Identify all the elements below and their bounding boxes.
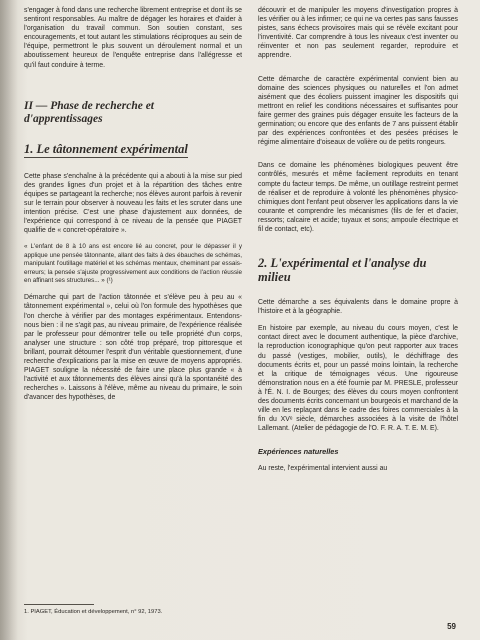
paragraph-biologie: Dans ce domaine les phénomènes biologiques peuvent être contrôlés, mesurés et même facilement reproduits en tenant compte du facteur temps. De même, un outillage restreint permet de réaliser et de reproduire à volonté les phénomènes physico-chimiques dont l'enfant peut observer les applications dans la vie courante et comprendre les mécanismes (fils de fer et d'acier, ressorts; calcaire et acide; tuyaux et sons; ampoule électrique et fil de contact, etc). <box>258 162 458 233</box>
section-title <box>24 100 242 126</box>
footnote-divider <box>24 604 94 605</box>
intro-paragraph: s'engager à fond dans une recherche librement entreprise et dont ils se sentiront responsables. Au maître de dégager les horaires et d'aider à l'organisation du travail commun. Son soutien constant, ses encouragements, et tout autant les stimulations réciproques au sein de l'équipe, permettront le plus souvent un déroulement normal et un aboutissement heureux de l'enquête entreprise dans l'allégresse et qu'il faut conduire à terme. <box>24 7 242 69</box>
subsection-title-line-1: 2. L'expérimental et l'analyse du <box>258 256 427 271</box>
paragraph-au-reste: Au reste, l'expérimental intervient aussi au <box>258 465 388 473</box>
paragraph-histoire: En histoire par exemple, au niveau du cours moyen, c'est le contact direct avec le document authentique, la pièce d'archive, la reproduction iconographique qu'on peut rapporter aux traces du passé (vestiges, mobilier, outils), le déchiffrage des documents écrits et, pour un passé moins lointain, la recherche et la critique de témoignages vécus. Une rigoureuse démonstration nous en a été fournie par M. PRESLE, professeur à l'É. N. I. de Bourges; des élèves du cours moyen confrontent des documents écrits concernant un bourgeois et marchand de la ville en les replaçant dans le cadre des foires commerciales à la fin du XVᵉ siècle, démarches associées à la visite de l'hôtel Lallemant. (Atelier de pédagogie de l'O. F. R. A. T. E. M. E). <box>258 325 458 433</box>
subsection-title-milieu <box>258 256 458 284</box>
binding-shadow <box>0 0 18 640</box>
right-column <box>258 6 458 474</box>
piaget-quote <box>24 243 242 285</box>
paragraph-phase: Cette phase s'enchaîne à la précédente qui a abouti à la mise sur pied des grandes lignes d'un projet et à la répartition des tâches entre équipes se partageant la recherche; nos élèves auront parfois à revenir sur le terrain pour observer à nouveau les faits et les scruter dans une intention précise. C'est une phase d'ajustement aux données, de l'expérience qui correspond à ce niveau de la pensée que PIAGET qualifie de « concret-opératoire ». <box>24 172 242 235</box>
paragraph-decouvrir: découvrir et de manipuler les moyens d'investigation propres à les vérifier ou à les infirmer; ce qui ne va certes pas sans fausses pistes, sans échecs provisoires mais qui se révèle excitant pour l'inventivité. Car comprendre à tous les niveaux c'est inventer ou réinventer et non pas seulement regarder, reproduire et apprendre. <box>258 7 458 60</box>
subsection-title-line-2: milieu <box>258 270 291 285</box>
section-title-line-1: II — Phase de recherche et <box>24 99 154 112</box>
paragraph-demarche: Démarche qui part de l'action tâtonnée et s'élève peu à peu au « tâtonnement expérimental », celui où l'on formule des hypothèses que l'on cherche à vérifier par des montages expérimentaux. Entendons-nous bien : il ne s'agit pas, au niveau primaire, de l'expérience réalisée par le professeur pour démontrer telle ou telle propriété d'un corps, analyser une structure : son côté trop préparé, trop pittoresque et brillant, pourrait détourner l'esprit d'un véritable questionnement, d'une recherche d'explications par la mise en œuvre de moyens appropriés. PIAGET souligne la nécessité de faire une place plus grande « à l'activité et aux tâtonnements des élèves ainsi qu'à la spontanéité des recherches ». Laissons à l'élève, même au niveau du primaire, le soin d'avancer des hypothèses, de <box>24 294 242 402</box>
left-column <box>24 6 242 402</box>
subsection-title-tatonnement: 1. Le tâtonnement expérimental <box>24 141 188 156</box>
section-title-line-2: d'apprentissages <box>24 112 103 125</box>
paragraph-equivalents: Cette démarche a ses équivalents dans le domaine propre à l'histoire et à la géographie. <box>258 299 458 316</box>
paragraph-sciences: Cette démarche de caractère expérimental convient bien au domaine des sciences physiques ou naturelles et l'on admet aisément que des écoliers puissent imaginer les dispositifs qui mettront en relief les conditions nécessaires et suffisantes pour faire germer des graines puis dégager ensuite les facteurs de la germination; ou encore que des enfants de 7 ans puissent établir par des expériences confrontées et des pesées précises le régime alimentaire d'oiseaux de volière ou de petits rongeurs. <box>258 75 458 147</box>
page-number: 59 <box>447 622 456 631</box>
quote-text: « L'enfant de 8 à 10 ans est encore lié au concret, pour le dépasser il y applique une pensée tâtonnante, allant des faits à des ébauches de schémas, manipulant l'outillage matériel et les schémas mentaux, cheminant par essais-erreurs; la pensée s'ajuste progressivement aux conditions de l'action réussie en affinant ses structures... » (¹) <box>24 243 242 284</box>
footnote: 1. PIAGET, Éducation et développement, n° 92, 1973. <box>24 609 163 615</box>
heading-experiences-naturelles: Expériences naturelles <box>258 447 339 457</box>
